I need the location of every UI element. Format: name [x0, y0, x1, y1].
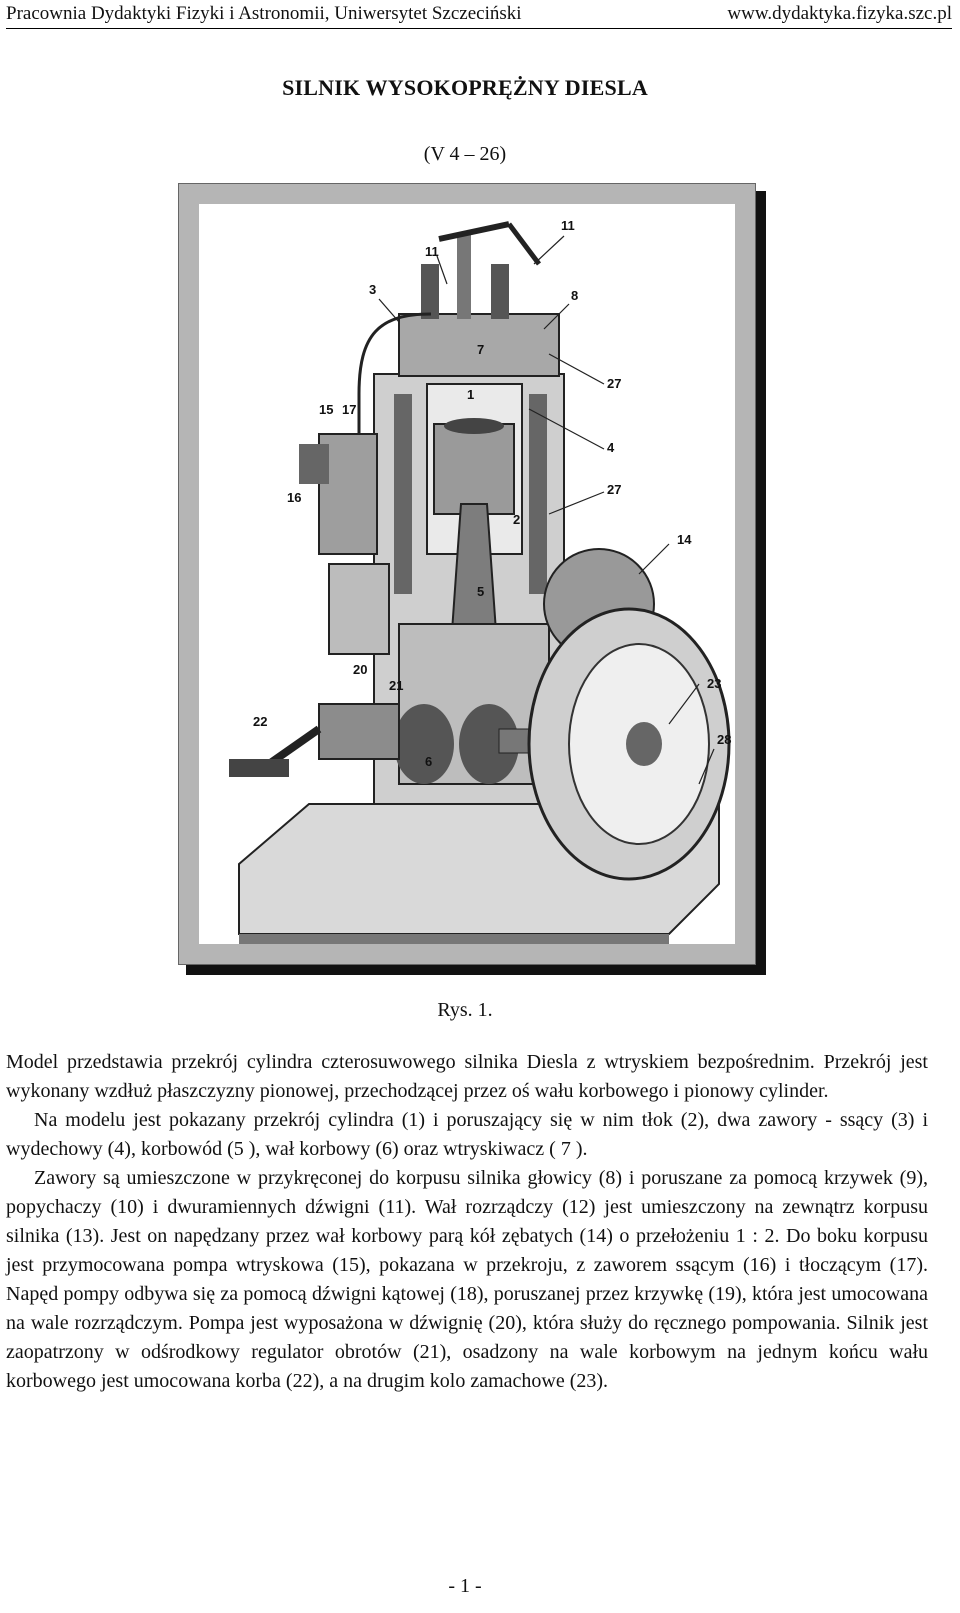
label-3: 3 — [369, 282, 377, 297]
label-14: 14 — [677, 532, 692, 547]
label-20: 20 — [353, 662, 368, 677]
rocker-arm — [439, 224, 509, 239]
exhaust-valve-spring — [491, 264, 509, 319]
label-17: 17 — [342, 402, 357, 417]
label-28: 28 — [717, 732, 732, 747]
label-22: 22 — [253, 714, 268, 729]
label-15: 15 — [319, 402, 334, 417]
flywheel-hub — [626, 722, 662, 766]
piston — [434, 424, 514, 514]
pump-drive — [329, 564, 389, 654]
label-7: 7 — [477, 342, 485, 357]
base-plate-edge — [239, 934, 669, 944]
label-2: 2 — [513, 512, 521, 527]
injector — [457, 234, 471, 319]
header-institution: Pracownia Dydaktyki Fizyki i Astronomii, Uniwersytet Szczeciński — [6, 3, 522, 24]
figure-frame — [178, 183, 756, 965]
label-16: 16 — [287, 490, 302, 505]
label-1: 1 — [467, 387, 475, 402]
page-header — [6, 2, 952, 29]
label-23: 23 — [707, 676, 722, 691]
label-11b: 11 — [561, 218, 575, 233]
label-21: 21 — [389, 678, 404, 693]
paragraph-intro: Model przedstawia przekrój cylindra czterosuwowego silnika Diesla z wtryskiem bezpośrednim. Przekrój jest wykonany wzdłuż płaszczyzny pionowej, przechodzącej przez oś wału korbowego i pionowy cylinder. — [6, 1051, 928, 1102]
label-27a: 27 — [607, 376, 622, 391]
pushrod — [509, 224, 539, 264]
paragraph-parts: Na modelu jest pokazany przekrój cylindra (1) i poruszający się w nim tłok (2), dwa zawory - ssący (3) i wydechowy (4), korbowód (5 ), wał korbowy (6) oraz wtryskiwacz ( 7 ). — [6, 1109, 928, 1160]
diesel-engine-drawing — [199, 204, 735, 944]
cooling-jacket-left — [394, 394, 412, 594]
page-title: SILNIK WYSOKOPRĘŻNY DIESLA — [282, 75, 648, 100]
label-6: 6 — [425, 754, 433, 769]
label-8: 8 — [571, 288, 579, 303]
header-website: www.dydaktyka.fizyka.szc.pl — [727, 3, 952, 24]
page-number: - 1 - — [448, 1575, 482, 1597]
label-4: 4 — [607, 440, 615, 455]
page-subtitle: (V 4 – 26) — [423, 143, 507, 165]
governor — [319, 704, 399, 759]
label-5: 5 — [477, 584, 485, 599]
label-11a: 11 — [425, 244, 439, 259]
label-27b: 27 — [607, 482, 622, 497]
crank-handle — [229, 759, 289, 777]
paragraph-mechanism: Zawory są umieszczone w przykręconej do korpusu silnika głowicy (8) i poruszane za pomocą krzywek (9), popychaczy (10) i dwuramiennych dźwigni (11). Wał rozrządczy (12) jest umieszczony na zewnątrz korpusu silnika (13). Jest on napędzany przez wał korbowy parą kół zębatych (14) o przełożeniu 1 : 2. Do boku korpusu jest przymocowana pompa wtryskowa (15), pokazana w przekroju, z zaworem ssącym (16) i tłoczącym (17). Napęd pompy odbywa się za pomocą dźwigni kątowej (18), poruszanej przez krzywkę (19), która jest umocowana na wale rozrządczym. Pompa jest wyposażona w dźwignię (20), która służy do ręcznego pompowania. Silnik jest zaopatrzony w odśrodkowy regulator obrotów (21), osadzony na wale korbowym na jednym końcu wału korbowego jest umocowana korba (22), a na drugim kolo zamachowe (23). — [6, 1167, 928, 1392]
cooling-jacket-right — [529, 394, 547, 594]
crank-handle-arm — [269, 729, 319, 764]
figure-caption: Rys. 1. — [437, 999, 493, 1021]
piston-crown — [444, 418, 504, 434]
crank-web-left — [394, 704, 454, 784]
engine-illustration — [199, 204, 735, 944]
pump-valve — [299, 444, 329, 484]
body-text — [6, 1048, 928, 1396]
intake-valve-spring — [421, 264, 439, 319]
